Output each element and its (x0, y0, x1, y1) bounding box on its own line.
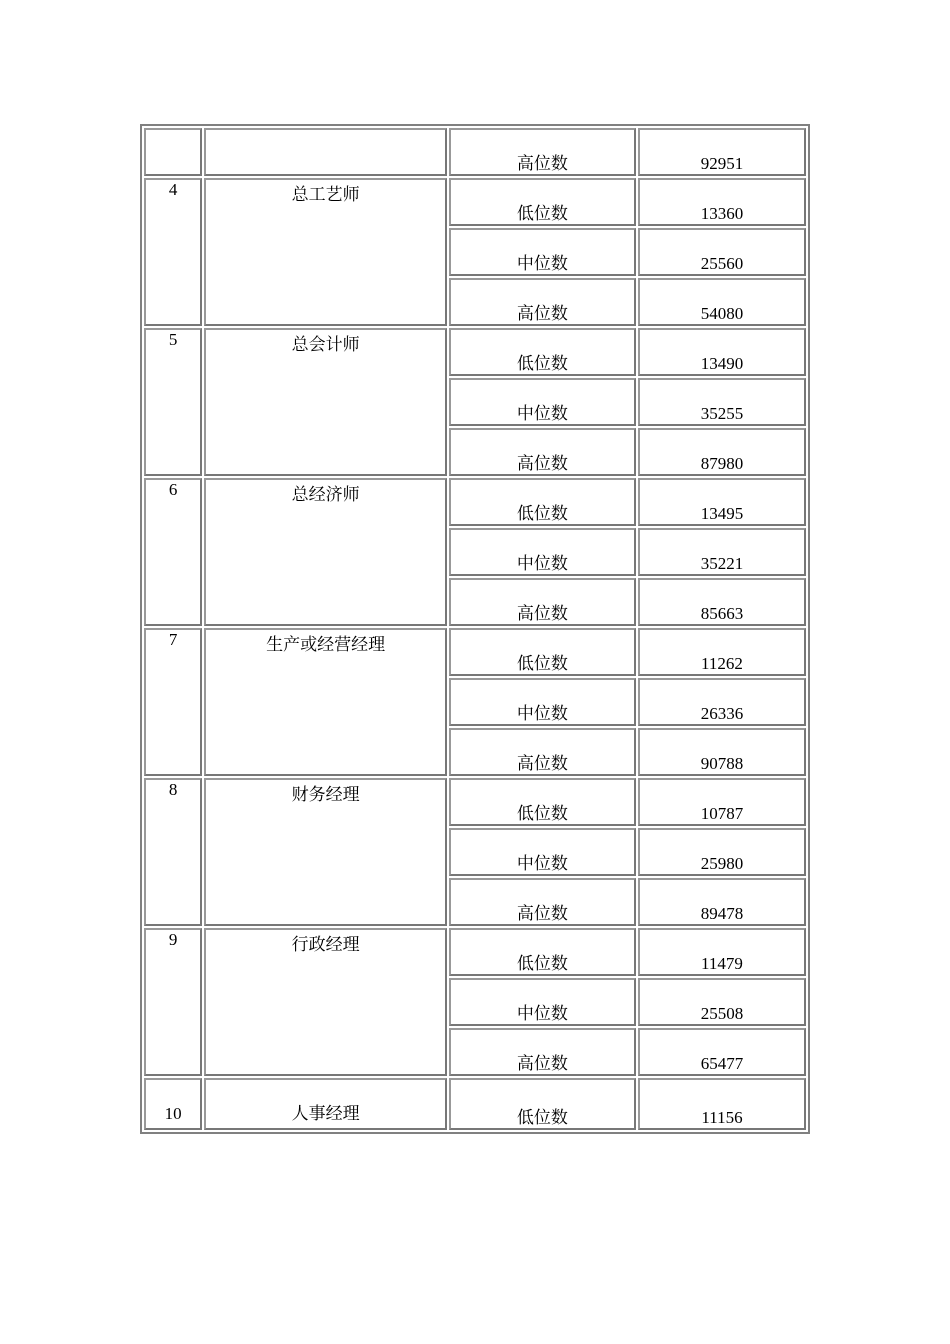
level-label: 中位数 (516, 854, 568, 873)
value-cell (638, 428, 806, 476)
position-title-cell: 总会计师 (204, 328, 446, 476)
value-cell (638, 678, 806, 726)
level-cell (449, 278, 636, 326)
salary-value: 13490 (700, 354, 744, 373)
salary-value: 13495 (700, 504, 744, 523)
salary-value: 26336 (700, 704, 744, 723)
level-label: 中位数 (516, 704, 568, 723)
level-cell (449, 528, 636, 576)
level-label: 低位数 (516, 504, 568, 523)
level-cell (449, 178, 636, 226)
value-cell (638, 228, 806, 276)
level-label: 低位数 (516, 1108, 568, 1127)
level-label: 低位数 (516, 954, 568, 973)
level-cell (449, 578, 636, 626)
level-cell (449, 878, 636, 926)
table-row (144, 628, 806, 676)
level-label: 中位数 (516, 554, 568, 573)
table-row (144, 478, 806, 526)
salary-value: 35255 (700, 404, 744, 423)
level-label: 低位数 (516, 654, 568, 673)
salary-value: 54080 (700, 304, 744, 323)
salary-value: 89478 (700, 904, 744, 923)
value-cell (638, 1078, 806, 1130)
index-cell: 8 (144, 778, 202, 926)
value-cell (638, 478, 806, 526)
level-cell (449, 628, 636, 676)
salary-value: 87980 (700, 454, 744, 473)
salary-table-body (144, 128, 806, 1130)
position-title-cell: 行政经理 (204, 928, 446, 1076)
salary-value: 11262 (701, 654, 743, 673)
value-cell (638, 778, 806, 826)
table-row (144, 328, 806, 376)
table-row (144, 928, 806, 976)
level-cell (449, 978, 636, 1026)
index-cell: 6 (144, 478, 202, 626)
table-row (144, 178, 806, 226)
salary-value: 25980 (700, 854, 744, 873)
level-cell (449, 328, 636, 376)
value-cell (638, 928, 806, 976)
level-label: 高位数 (516, 154, 568, 173)
level-cell (449, 828, 636, 876)
value-cell (638, 378, 806, 426)
index-cell: 7 (144, 628, 202, 776)
salary-value: 35221 (700, 554, 744, 573)
table-row (144, 128, 806, 176)
level-cell (449, 678, 636, 726)
value-cell (638, 178, 806, 226)
salary-value: 25560 (700, 254, 744, 273)
level-label: 中位数 (516, 1004, 568, 1023)
level-label: 高位数 (516, 904, 568, 923)
value-cell (638, 278, 806, 326)
level-cell (449, 1078, 636, 1130)
salary-table (140, 124, 810, 1134)
table-row (144, 778, 806, 826)
index-cell (144, 128, 202, 176)
index-cell: 4 (144, 178, 202, 326)
value-cell (638, 628, 806, 676)
salary-value: 10787 (700, 804, 744, 823)
index-cell: 10 (144, 1078, 202, 1130)
level-cell (449, 128, 636, 176)
value-cell (638, 728, 806, 776)
salary-value: 13360 (700, 204, 744, 223)
position-title-cell: 生产或经营经理 (204, 628, 446, 776)
position-title-cell: 人事经理 (204, 1078, 446, 1130)
position-title-cell: 总工艺师 (204, 178, 446, 326)
index-cell: 5 (144, 328, 202, 476)
salary-value: 65477 (700, 1054, 744, 1073)
value-cell (638, 528, 806, 576)
level-cell (449, 928, 636, 976)
level-cell (449, 1028, 636, 1076)
salary-value: 85663 (700, 604, 744, 623)
level-label: 低位数 (516, 204, 568, 223)
level-cell (449, 478, 636, 526)
salary-value: 11156 (701, 1108, 743, 1127)
table-row (144, 1078, 806, 1130)
level-cell (449, 378, 636, 426)
level-label: 高位数 (516, 1054, 568, 1073)
level-cell (449, 428, 636, 476)
level-label: 中位数 (516, 404, 568, 423)
salary-value: 92951 (700, 154, 744, 173)
value-cell (638, 978, 806, 1026)
salary-value: 25508 (700, 1004, 744, 1023)
salary-value: 90788 (700, 754, 744, 773)
position-title-cell: 财务经理 (204, 778, 446, 926)
value-cell (638, 828, 806, 876)
value-cell (638, 578, 806, 626)
level-label: 低位数 (516, 804, 568, 823)
salary-value: 11479 (701, 954, 743, 973)
level-label: 高位数 (516, 754, 568, 773)
index-cell: 9 (144, 928, 202, 1076)
position-cell (204, 128, 446, 176)
level-cell (449, 778, 636, 826)
level-label: 高位数 (516, 304, 568, 323)
level-label: 高位数 (516, 454, 568, 473)
value-cell (638, 328, 806, 376)
value-cell (638, 1028, 806, 1076)
level-label: 高位数 (516, 604, 568, 623)
level-label: 中位数 (516, 254, 568, 273)
level-cell (449, 228, 636, 276)
level-label: 低位数 (516, 354, 568, 373)
level-cell (449, 728, 636, 776)
position-title-cell: 总经济师 (204, 478, 446, 626)
value-cell (638, 128, 806, 176)
value-cell (638, 878, 806, 926)
